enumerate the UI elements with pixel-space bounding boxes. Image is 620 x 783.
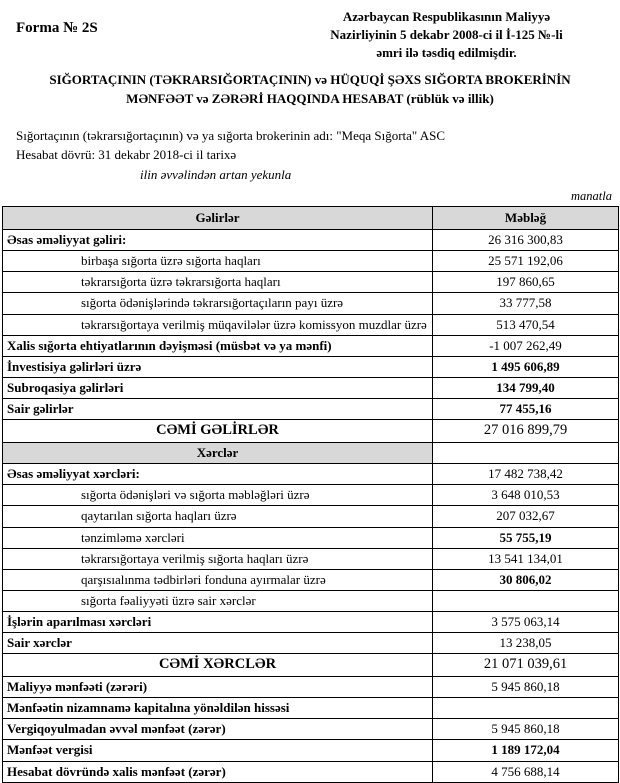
row-label: tənzimləmə xərcləri [3, 527, 433, 548]
row-value: 27 016 899,79 [433, 420, 619, 443]
table-row [3, 464, 619, 485]
row-value: 4 756 688,14 [433, 761, 619, 782]
row-value: 1 495 606,89 [433, 356, 619, 377]
table-row [3, 272, 619, 293]
row-label: Hesabat dövründə xalis mənfəət (zərər) [3, 761, 433, 782]
report-title [2, 71, 618, 109]
row-label: Sair gəlirlər [3, 398, 433, 419]
table-row [3, 314, 619, 335]
income-section-header: Gəlirlər [3, 207, 433, 230]
table-row [3, 230, 619, 251]
row-value: 55 755,19 [433, 527, 619, 548]
income-header-row [3, 207, 619, 230]
row-value: 3 575 063,14 [433, 611, 619, 632]
empty-cell [433, 443, 619, 464]
row-label: qaytarılan sığorta haqları üzrə [3, 506, 433, 527]
report-meta [2, 126, 618, 185]
row-value: 13 238,05 [433, 633, 619, 654]
table-row [3, 356, 619, 377]
row-value: 33 777,58 [433, 293, 619, 314]
row-value: 3 648 010,53 [433, 485, 619, 506]
expenses-section-header: Xərclər [3, 443, 433, 464]
expenses-header-section [3, 443, 619, 464]
table-row [3, 677, 619, 698]
row-label: Mənfəət vergisi [3, 740, 433, 761]
row-value: 30 806,02 [433, 569, 619, 590]
row-value: -1 007 262,49 [433, 335, 619, 356]
row-label: Subroqasiya gəlirləri [3, 377, 433, 398]
row-label: təkrarsığortaya verilmiş sığorta haqları üzrə [3, 548, 433, 569]
row-label: CƏMİ GƏLİRLƏR [3, 420, 433, 443]
row-value [433, 590, 619, 611]
row-value: 21 071 039,61 [433, 654, 619, 677]
amount-column-header: Məbləğ [433, 207, 619, 230]
row-label: Əsas əməliyyat gəliri: [3, 230, 433, 251]
report-title-line: MƏNFƏƏT və ZƏRƏRİ HAQQINDA HESABAT (rüblük və illik) [126, 90, 494, 106]
approval-line: Nazirliyinin 5 dekabr 2008-ci il İ-125 №-li [330, 26, 563, 42]
form-number: Forma № 2S [16, 20, 98, 36]
table-row [3, 611, 619, 632]
approval-note [279, 8, 614, 62]
row-label: təkrarsığortaya verilmiş müqavilələr üzrə komissyon muzdlar üzrə [3, 314, 433, 335]
row-label: təkrarsığorta üzrə təkrarsığorta haqları [3, 272, 433, 293]
row-value: 197 860,65 [433, 272, 619, 293]
row-label: Mənfəətin nizamnamə kapitalına yönəldilən hissəsi [3, 698, 433, 719]
row-label: Əsas əməliyyat xərcləri: [3, 464, 433, 485]
row-label: sığorta ödənişləri və sığorta məbləğləri üzrə [3, 485, 433, 506]
table-row [3, 698, 619, 719]
table-row [3, 398, 619, 419]
row-label: Maliyyə mənfəəti (zərəri) [3, 677, 433, 698]
table-row [3, 740, 619, 761]
row-value: 13 541 134,01 [433, 548, 619, 569]
table-row [3, 527, 619, 548]
page-header [2, 6, 618, 62]
table-row [3, 335, 619, 356]
table-row [3, 548, 619, 569]
table-row [3, 633, 619, 654]
table-row [3, 719, 619, 740]
row-label: birbaşa sığorta üzrə sığorta haqları [3, 251, 433, 272]
row-value: 5 945 860,18 [433, 719, 619, 740]
row-value [433, 698, 619, 719]
row-value: 17 482 738,42 [433, 464, 619, 485]
table-row [3, 654, 619, 677]
row-label: qarşısıalınma tədbirləri fonduna ayırmalar üzrə [3, 569, 433, 590]
row-label: Xalis sığorta ehtiyatlarının dəyişməsi (müsbət və ya mənfi) [3, 335, 433, 356]
currency-note: manatla [571, 189, 612, 203]
period-line: Hesabat dövrü: 31 dekabr 2018-ci il tarixə [16, 147, 237, 162]
row-value: 26 316 300,83 [433, 230, 619, 251]
table-row [3, 506, 619, 527]
row-label: sığorta fəaliyyəti üzrə sair xərclər [3, 590, 433, 611]
row-value: 207 032,67 [433, 506, 619, 527]
table-row [3, 485, 619, 506]
row-value: 513 470,54 [433, 314, 619, 335]
table-row [3, 761, 619, 782]
table-row [3, 251, 619, 272]
row-value: 25 571 192,06 [433, 251, 619, 272]
row-label: İşlərin aparılması xərcləri [3, 611, 433, 632]
expenses-section [3, 464, 619, 783]
row-label: İnvestisiya gəlirləri üzrə [3, 356, 433, 377]
approval-line: əmri ilə təsdiq edilmişdir. [376, 44, 517, 60]
table-row [3, 293, 619, 314]
row-label: CƏMİ XƏRCLƏR [3, 654, 433, 677]
row-label: sığorta ödənişlərində təkrarsığortaçıların payı üzrə [3, 293, 433, 314]
row-label: Vergiqoyulmadan əvvəl mənfəət (zərər) [3, 719, 433, 740]
approval-line: Azərbaycan Respublikasının Maliyyə [342, 9, 551, 24]
company-line: Sığortaçının (təkrarsığortaçının) və ya sığorta brokerinin adı: "Meqa Sığorta" ASC [16, 127, 446, 143]
cumulative-note: ilin əvvəlindən artan yekunla [140, 166, 292, 182]
report-table [2, 206, 619, 783]
row-label: Sair xərclər [3, 633, 433, 654]
table-row [3, 590, 619, 611]
report-title-line: SIĞORTAÇININ (TƏKRARSIĞORTAÇININ) və HÜQUQİ ŞƏXS SIĞORTA BROKERİNİN [49, 71, 571, 87]
table-row [3, 569, 619, 590]
income-section [3, 230, 619, 443]
expenses-header-row [3, 443, 619, 464]
table-row [3, 377, 619, 398]
table-row [3, 420, 619, 443]
row-value: 134 799,40 [433, 377, 619, 398]
row-value: 77 455,16 [433, 398, 619, 419]
row-value: 1 189 172,04 [433, 740, 619, 761]
row-value: 5 945 860,18 [433, 677, 619, 698]
